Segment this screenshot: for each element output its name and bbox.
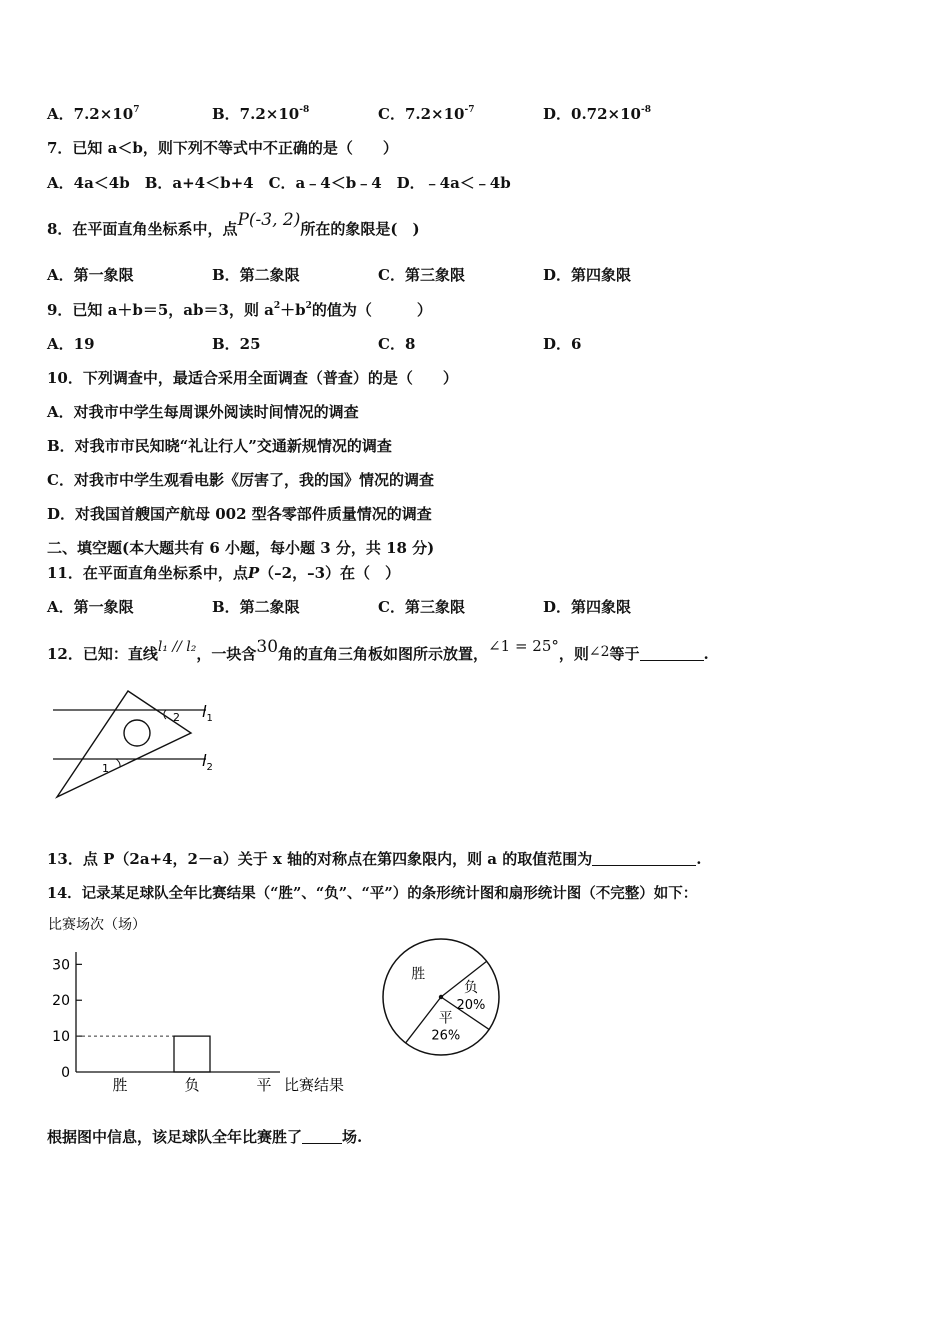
q11-option-b: B．第二象限 <box>212 598 300 616</box>
q9-option-b: B．25 <box>212 335 261 353</box>
pie-label-胜: 胜 <box>411 966 426 983</box>
triangle-ruler <box>57 691 191 797</box>
q12-parallel-lines: l₁ // l₂ <box>157 639 197 655</box>
q12-figure <box>48 685 228 805</box>
bar-chart <box>44 912 364 1097</box>
q7-options: A．4a＜4b B．a+4＜b+4 C．a﹣4＜b﹣4 D．﹣4a＜﹣4b <box>47 174 511 192</box>
q12-stem: 12．已知：直线l₁ // l₂，一块含30角的直角三角板如图所示放置，∠1 = 25°，则∠2等于 . <box>47 637 709 663</box>
section-heading: 二、填空题(本大题共有 6 小题，每小题 3 分，共 18 分) <box>47 539 435 557</box>
bar-chart-axes <box>76 952 280 1072</box>
ruler-hole <box>124 720 150 746</box>
pie-chart-slices <box>406 961 489 1043</box>
pie-center <box>439 995 443 999</box>
q9-option-a: A．19 <box>47 335 95 353</box>
category-label: 平 <box>256 1076 272 1094</box>
q6-option-b: B．$7.2\times 10^{-8}$ <box>212 105 310 123</box>
pie-percent-平: 26% <box>431 1028 461 1044</box>
q14-answer-blank <box>302 1129 342 1144</box>
q14-answer-line: 根据图中信息，该足球队全年比赛胜了 场. <box>47 1128 363 1146</box>
q13-answer-blank <box>592 851 696 866</box>
q10-option-a: A．对我市中学生每周课外阅读时间情况的调查 <box>47 403 359 421</box>
q13-stem: 13．点 P（2a+4，2－a）关于 x 轴的对称点在第四象限内，则 a 的取值范围为 . <box>47 850 702 868</box>
q9-option-c: C．8 <box>378 335 416 353</box>
pie-label-负: 负 <box>463 979 478 996</box>
category-label: 胜 <box>112 1076 128 1094</box>
angle2-arc <box>164 710 166 719</box>
y-tick-label: 20 <box>52 993 70 1010</box>
angle1-arc <box>116 759 120 767</box>
q10-option-b: B．对我市市民知晓“礼让行人”交通新规情况的调查 <box>47 437 392 455</box>
q12-angle1: ∠1 = 25° <box>488 637 559 655</box>
q10-option-d: D．对我国首艘国产航母 002 型各零部件质量情况的调查 <box>47 505 432 523</box>
angle1-label: 1 <box>102 762 109 775</box>
q12-answer-blank <box>640 646 704 661</box>
q7-stem: 7．已知 a＜b，则下列不等式中不正确的是（ ） <box>47 139 398 157</box>
q8-stem: 8．在平面直角坐标系中，点P(-3, 2)所在的象限是( ) <box>47 210 420 238</box>
q10-stem: 10．下列调查中，最适合采用全面调查（普查）的是（ ） <box>47 369 458 387</box>
q9-stem: 9．已知 a＋b＝5，ab＝3，则 $a^2+b^2$的值为（ ） <box>47 301 432 319</box>
y-tick-label: 30 <box>52 957 70 974</box>
q8-option-a: A．第一象限 <box>47 266 134 284</box>
bar-chart-categories <box>112 1076 271 1094</box>
q11-option-c: C．第三象限 <box>378 598 465 616</box>
q12-degree: 30 <box>256 637 279 657</box>
angle2-label: 2 <box>173 711 180 724</box>
q9-option-d: D．6 <box>543 335 582 353</box>
l2-label: $l_2$ <box>202 751 213 773</box>
y-tick-label: 10 <box>52 1029 70 1046</box>
q12-angle2: ∠2 <box>588 644 610 660</box>
q11-option-d: D．第四象限 <box>543 598 632 616</box>
l1-label: $l_1$ <box>202 702 213 724</box>
q14-stem: 14．记录某足球队全年比赛结果（“胜”、“负”、“平”）的条形统计图和扇形统计图（不完整）如下： <box>47 885 698 902</box>
q10-option-c: C．对我市中学生观看电影《厉害了，我的国》情况的调查 <box>47 471 434 489</box>
pie-label-平: 平 <box>438 1010 453 1027</box>
q8-point: P(-3, 2) <box>237 210 301 230</box>
q6-option-a: A．$7.2\times 10^7$ <box>47 105 140 123</box>
bar-chart-bars <box>76 1036 210 1072</box>
q11-option-a: A．第一象限 <box>47 598 134 616</box>
q8-option-c: C．第三象限 <box>378 266 465 284</box>
bar-负 <box>174 1036 210 1072</box>
category-label: 负 <box>184 1076 200 1094</box>
q6-option-c: C．$7.2\times 10^{-7}$ <box>378 105 475 123</box>
q8-option-d: D．第四象限 <box>543 266 632 284</box>
pie-chart <box>376 932 506 1062</box>
q11-stem: 11．在平面直角坐标系中，点P（–2，–3）在（ ） <box>47 564 401 582</box>
bar-chart-ylabel: 比赛场次（场） <box>48 917 146 933</box>
y-tick-label: 0 <box>61 1065 70 1081</box>
pie-percent-负: 20% <box>456 997 486 1013</box>
bar-chart-xlabel: 比赛结果 <box>284 1076 345 1094</box>
q6-option-d: D．$0.72\times 10^{-8}$ <box>543 105 651 123</box>
q8-option-b: B．第二象限 <box>212 266 300 284</box>
bar-chart-yticks <box>52 957 82 1081</box>
